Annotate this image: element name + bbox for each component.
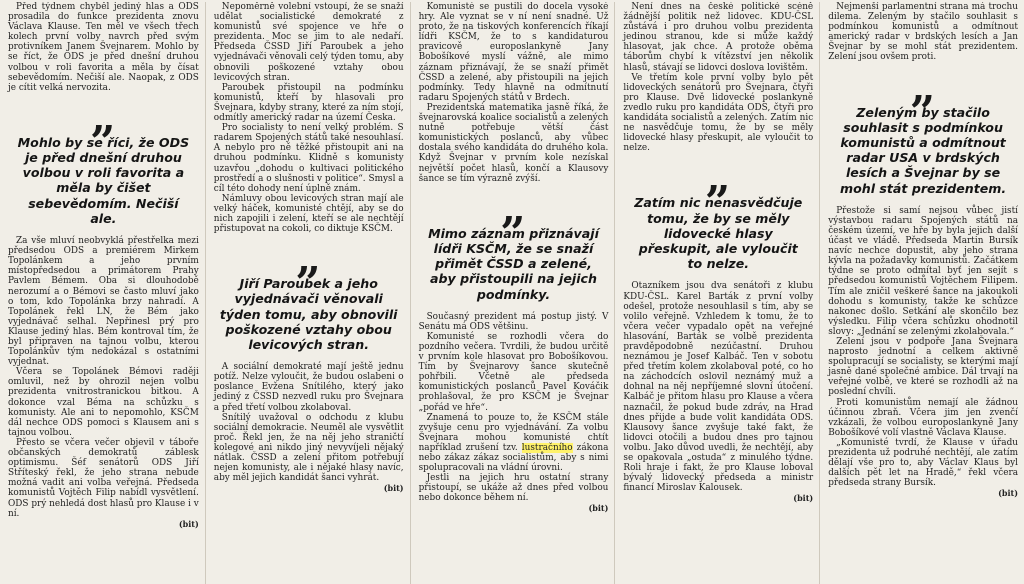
- pull-quote-text: Jiří Paroubek a jeho vyjednávači věnovali týden tomu, aby obnovili poškozené vztahy obou levicových stran.: [219, 276, 398, 352]
- body-paragraph: Komunisté se pustili do docela vysoké hry. Ale vyznat se v ní není snadné. Už proto, že na tiskových konferencích říkají lídři KSČM, že to s kandidaturou pravicově europoslankyně Jany Bobošíkové myslí vážně, ale mimo záznam přiznávají, že se snaží přimět ČSSD a zelené, aby přistoupili na jejich podmínky. Tedy hlavně na odmítnutí radaru Spojených států v Brdech.: [418, 2, 609, 103]
- quote-mark-icon: „: [705, 152, 731, 204]
- body-paragraph: Zelení jsou v podpoře Jana Švejnara naprosto jednotní a celkem aktivně spolupracují se socialisty, se kterými mají jasně dané společné ambice. Dál trvají na veřejné volbě, ve které se rozhodli až na poslední chvíli.: [828, 337, 1018, 398]
- byline: (bit): [793, 493, 814, 504]
- article-text-bottom: [419, 312, 609, 514]
- pull-quote: [14, 91, 193, 226]
- body-paragraph: Včera se Topolánek Bémovi raději omluvil, než by ohrozil nejen volbu prezidenta vnitrostranickou bitkou. A dokonce vzal Béma na schůzku s komunisty. Ale ani to nepomohlo, KSČM dál nechce ODS pomoci s Klausem ani s tajnou volbou.: [8, 367, 199, 438]
- body-paragraph: Námluvy obou levicových stran mají ale velký háček, komunisté chtějí, aby se do nich zapojili i zelení, kteří se ale nechtějí přistupovat na cokoli, co diktuje KSČM.: [213, 193, 404, 235]
- body-paragraph: Komunisté se rozhodli včera do pozdního večera. Tvrdili, že budou určitě v prvním kole hlasovat pro Bobošíkovou. Tím by Švejnarovy šance skutečně pohřbili. Včetně ale předseda komunistických poslanců Pavel Kováčik prohlašoval, že pro KSČM je Švejnar „pořád ve hře“.: [418, 331, 609, 413]
- pull-quote: [425, 182, 603, 302]
- byline: (bit): [588, 503, 609, 514]
- quote-mark-icon: „: [500, 182, 527, 234]
- article-text-top: [419, 2, 609, 184]
- article-column-ods: [0, 2, 205, 584]
- article-text-top: [623, 2, 813, 153]
- body-paragraph: Nejmenší parlamentní strana má trochu dilema. Zeleným by stačilo souhlasit s podmínkou komunistů a odmítnout americký radar v brdských lesích a Jan Švejnar by se mohl stát prezidentem. Zelení jsou ovšem proti.: [828, 2, 1018, 63]
- article-text-top: [8, 2, 199, 93]
- article-text-bottom: [8, 236, 199, 529]
- quote-mark-icon: „: [910, 61, 936, 113]
- article-column-cssd: [205, 2, 410, 584]
- body-paragraph: Prezidentská matematika jasně říká, že švejnarovská koalice socialistů a zelených nutně potřebuje větší část komunistických poslanců, aby vůbec dostala svého kandidáta do druhého kola. Když Švejnar v prvním kole nezískal největší počet hlasů, končí a Klausovy šance se tím výrazně zvýší.: [418, 102, 609, 184]
- body-paragraph: Pro socialisty to není velký problém. S radarem Spojených států také nesouhlasí. A nebylo pro ně těžké přistoupit ani na druhou podmínku. Klidně s komunisty uzavřou „dohodu o kultivaci politického prostředí a o slušnosti v politice“. Smysl a cíl této dohody není úplně znám.: [213, 123, 404, 194]
- quote-mark-icon: „: [90, 91, 117, 143]
- pull-quote-text: Mimo záznam přiznávají lídři KSČM, že se snaží přimět ČSSD a zelené, aby přistoupili na jejich podmínky.: [428, 225, 599, 302]
- article-text-top: [828, 2, 1018, 63]
- byline: (bit): [383, 483, 404, 494]
- pull-quote: [629, 152, 807, 272]
- quote-mark-icon: „: [296, 233, 322, 285]
- body-paragraph: A sociální demokraté mají ještě jednu potíž. Nelze vyloučit, že budou oslabeni o poslance Evžena Snítilého, který jako jediný z ČSSD nezvedl ruku pro Švejnara a před třetí volbou zkolaboval.: [213, 362, 404, 413]
- article-text-top: [214, 2, 404, 234]
- highlighted-word: lustračního: [521, 442, 573, 453]
- article-text-bottom: [828, 206, 1018, 499]
- article-column-kscm: [410, 2, 615, 584]
- body-paragraph: Přesto se včera večer objevil v táboře občanských demokratů záblesk optimismu. Šéf senátorů ODS Jiří Stříteský řekl, že jeho strana nebude možná vadit ani volba veřejná. Předseda komunistů Vojtěch Filip nabídl vysvětlení. ODS prý nehledá dost hlasů pro Klause i v ní.: [8, 437, 199, 519]
- pull-quote: [219, 233, 398, 352]
- pull-quote-text: Zeleným by stačilo souhlasit s podmínkou komunistů a odmítnout radar USA v brdských lesích a Švejnar by se mohl stát prezidentem.: [839, 104, 1007, 196]
- body-paragraph: Není dnes na české politické scéně žádnější politik než lidovec. KDU-ČSL zůstává i pro druhou volbu prezidenta jedinou stranou, kde si může každý hlasovat, jak chce. A protože oběma táborům chybí k vítězství jen několik hlasů, stávají se lidovci doslova lovištěm.: [623, 2, 814, 73]
- body-paragraph: Jestli na jejich hru ostatní strany přistoupí, se ukáže až dnes před volbou nebo dokonce během ní.: [418, 473, 609, 504]
- article-column-zeleni: [819, 2, 1024, 584]
- body-paragraph: Paroubek přistoupil na podmínku komunistů, kteří by hlasovali pro Švejnara, kdyby strany, které za ním stojí, odmítly americký radar na území Česka.: [213, 82, 404, 124]
- body-paragraph: „Komunisté tvrdí, že Klause v úřadu prezidenta už podruhé nechtějí, ale zatím dělají vše pro to, aby Václav Klaus byl dalších pět let na Hradě,“ řekl včera předseda strany Bursík.: [828, 437, 1018, 489]
- body-paragraph: Současný prezident má postup jistý. V Senátu má ODS většinu.: [418, 311, 609, 332]
- pull-quote-text: Mohlo by se říci, že ODS je před dnešní druhou volbou v roli favorita a měla by čišet sebevědomím. Nečiší ale.: [17, 134, 190, 226]
- body-paragraph: Za vše mluví neobvyklá přestřelka mezi předsedou ODS a premiérem Mirkem Topolánkem a jeho prvním místopředsedou a primátorem Prahy Pavlem Bémem. Oba si dlouhodobě nerozumí a o Bémovi se často mluví jako o tom, kdo Topolánka brzy nahradí. A Topolánek řekl LN, že Bém jako vyjednávač selhal. Nepřinesl prý pro Klause jediný hlas. Bém kontroval tím, že byl připraven na tajnou volbu, kterou Topolánkův tým nedokázal s ostatními vyjednat.: [8, 236, 199, 368]
- body-paragraph: Přestože si samí nejsou vůbec jistí výstavbou radaru Spojených států na českém území, ve hře by byla jejich další účast ve vládě. Předseda Martin Bursík navíc nechce dopustit, aby jeho strana kývla na požadavky komunistů. Začátkem týdne se proto odmítal byť jen sejít s předsedou komunistů Vojtěchem Filipem. Tím ale zničil veškeré šance na jakoukoli dohodu s komunisty, takže ke schůzce nakonec došlo. Setkání ale skončilo bez výsledku. Filip včera schůzku ohodnotil slovy: „Jednání se zelenými zkolabovala.“: [828, 205, 1018, 337]
- body-paragraph: Proti komunistům nemají ale žádnou účinnou zbraň. Včera jim jen zvenčí vzkázali, že volbou europoslankyně Jany Bobošíkové volí vlastně Václava Klause.: [828, 397, 1018, 438]
- body-paragraph: Otazníkem jsou dva senátoři z klubu KDU-ČSL. Karel Barták z první volby odešel, protože nesouhlasil s tím, aby se volilo veřejně. Vzhledem k tomu, že to včera večer vypadalo opět na veřejné hlasování, Barták se volbě prezidenta pravděpodobně nezúčastní. Druhou neznámou je Josef Kalbáč. Ten v sobotu před třetím kolem zkolaboval poté, co ho na záchodcích oslovil neznámý muž a dohnal na něj nepříjemné slovní útočení. Kalbáč je přitom hlasu pro Klause a včera naznačil, že pokud bude zdráv, na Hrad dnes přijde a bude volit kandidáta ODS. Klausovy šance zvyšuje také fakt, že lidovci otočili a budou dnes pro tajnou volbu. Jako důvod uvedli, že nechtějí, aby se opakovala „ostuda“ z minulého týdne. Roli hraje i fakt, že pro Klause loboval bývalý lidovecký předseda a ministr financí Miroslav Kalousek.: [623, 281, 814, 494]
- body-paragraph: Znamená to pouze to, že KSČM stále zvyšuje cenu pro vyjednávání. Za volbu Švejnara mohou komunisté chtít například zrušení tzv. lustračního zákona nebo zákaz zákaz socialistům, aby s nimi spolupracovali na vládní úrovni.: [418, 412, 609, 474]
- pull-quote: [834, 61, 1012, 196]
- byline: (bit): [998, 488, 1018, 499]
- body-paragraph: Ve třetím kole první volby bylo pět lidoveckých senátorů pro Švejnara, čtyři pro Klause. Dvě lidovecké poslankyně zvedlo ruku pro kandidáta ODS, čtyři pro kandidáta socialistů a zelených. Zatím nic ne nasvědčuje tomu, že by se měly lidovecké hlasy přeskupit, ale vyloučit to nelze.: [623, 72, 814, 154]
- body-paragraph: Před týdnem chyběl jediný hlas a ODS prosadila do funkce prezidenta znovu Václava Klause. Ten měl ve všech třech kolech první volby navrch před svým protivníkem Janem Švejnarem. Mohlo by se říct, že ODS je před dnešní druhou volbou v roli favorita a měla by čísat sebevědomím. Nečiší ale. Naopak, z ODS je cítit velká nervozita.: [8, 2, 199, 93]
- article-column-kdu: [614, 2, 819, 584]
- pull-quote-text: Zatím nic nenasvědčuje tomu, že by se měly lidovecké hlasy přeskupit, ale vyloučit to nelze.: [634, 195, 803, 272]
- body-paragraph: Nepoměrně volební vstoupí, že se snaží udělat socialistické demokraté z komunistů své spojence ve hře o prezidenta. Moc se jim to ale nedaří. Předseda ČSSD Jiří Paroubek a jeho vyjednávači věnovali celý týden tomu, aby obnovili poškozené vztahy obou levicových stran.: [213, 2, 404, 83]
- article-text-bottom: [623, 281, 813, 503]
- body-paragraph: Snítilý uvažoval o odchodu z klubu sociální demokracie. Neuměl ale vysvětlit proč. Řekl jen, že na něj jeho straničtí kolegové ani nikdo jiný nevyvíjeli nějaký nátlak. ČSSD a zelení přitom potřebují nejen komunisty, ale i nějaké hlasy navíc, aby měl jejich kandidát šanci vyhrát.: [213, 412, 404, 484]
- byline: (bit): [178, 518, 199, 529]
- article-text-bottom: [214, 362, 404, 493]
